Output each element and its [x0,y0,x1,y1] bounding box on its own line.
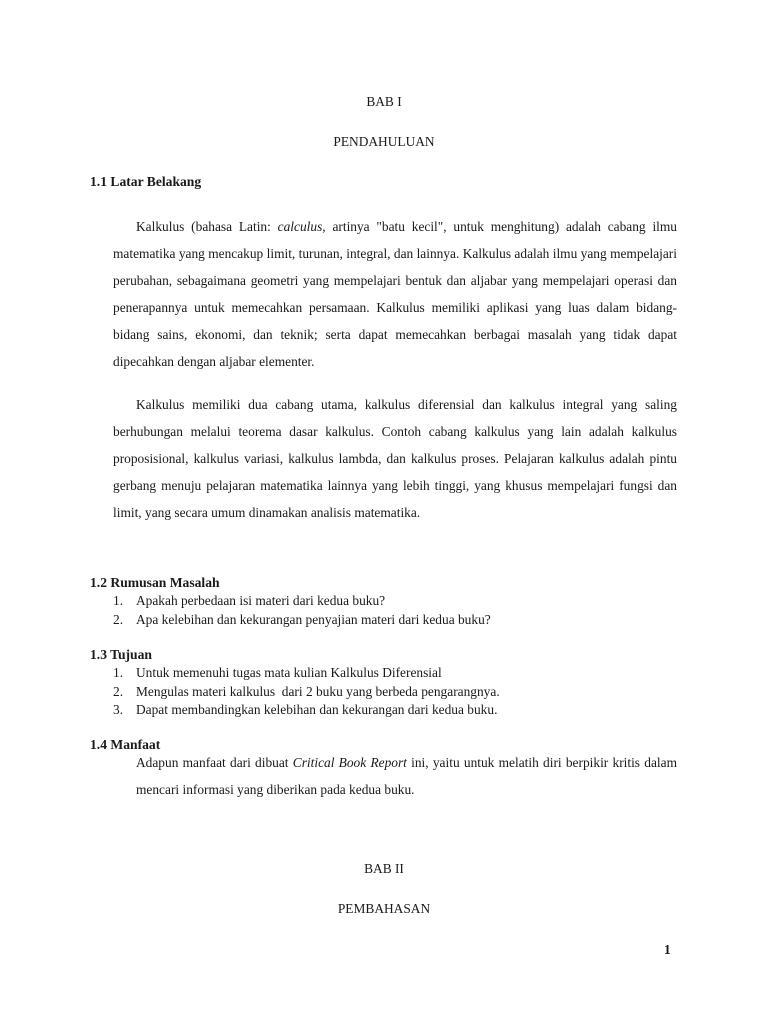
tujuan-list [113,664,500,720]
paragraph-manfaat: Adapun manfaat dari dibuat Critical Book Report ini, yaitu untuk melatih diri berpikir kritis dalam mencari informasi yang diberikan pada kedua buku. [136,755,677,797]
report-term: Critical Book Report [292,755,407,770]
list-item: 2. Apa kelebihan dan kekurangan penyajian materi dari kedua buku? [113,611,491,627]
latin-term: calculus [277,219,323,234]
section-heading-manfaat: 1.4 Manfaat [90,737,161,752]
list-item: 2. Mengulas materi kalkulus dari 2 buku yang berbeda pengarangnya. [113,683,500,699]
page-number: 1 [664,942,671,957]
rumusan-masalah-list [113,592,491,629]
list-item: 1. Untuk memenuhi tugas mata kulian Kalkulus Diferensial [113,665,442,680]
chapter-label: BAB I [366,94,402,109]
chapter-title-2: PEMBAHASAN [337,901,431,916]
list-item: 3. Dapat membandingkan kelebihan dan kekurangan dari kedua buku. [113,702,498,717]
paragraph-latar-belakang-2: Kalkulus memiliki dua cabang utama, kalkulus diferensial dan kalkulus integral yang saling berhubungan melalui teorema dasar kalkulus. Contoh cabang kalkulus yang lain adalah kalkulus proposisional, kalkulus variasi, kalkulus lambda, dan kalkulus proses. Pelajaran kalkulus adalah pintu gerbang menuju pelajaran matematika lainnya yang lebih tinggi, yang khusus mempelajari fungsi dan limit, yang secara umum dinamakan analisis matematika. [113,397,677,520]
paragraph-latar-belakang-1: Kalkulus (bahasa Latin: calculus, artinya "batu kecil", untuk menghitung) adalah cabang ilmu matematika yang mencakup limit, turunan, integral, dan lainnya. Kalkulus adalah ilmu yang mempelajari perubahan, sebagaimana geometri yang mempelajari bentuk dan aljabar yang mempelajari operasi dan penerapannya untuk memecahkan persamaan. Kalkulus memiliki aplikasi yang luas dalam bidang-bidang sains, ekonomi, dan teknik; serta dapat memecahkan berbagai masalah yang tidak dapat dipecahkan dengan aljabar elementer. [113,219,677,369]
section-heading-tujuan: 1.3 Tujuan [90,647,152,662]
section-heading-rumusan-masalah: 1.2 Rumusan Masalah [90,575,220,590]
chapter-title: PENDAHULUAN [333,134,435,149]
section-heading-latar-belakang: 1.1 Latar Belakang [90,174,202,189]
list-item: 1. Apakah perbedaan isi materi dari kedua buku? [113,593,386,608]
chapter-label-2: BAB II [364,861,404,876]
